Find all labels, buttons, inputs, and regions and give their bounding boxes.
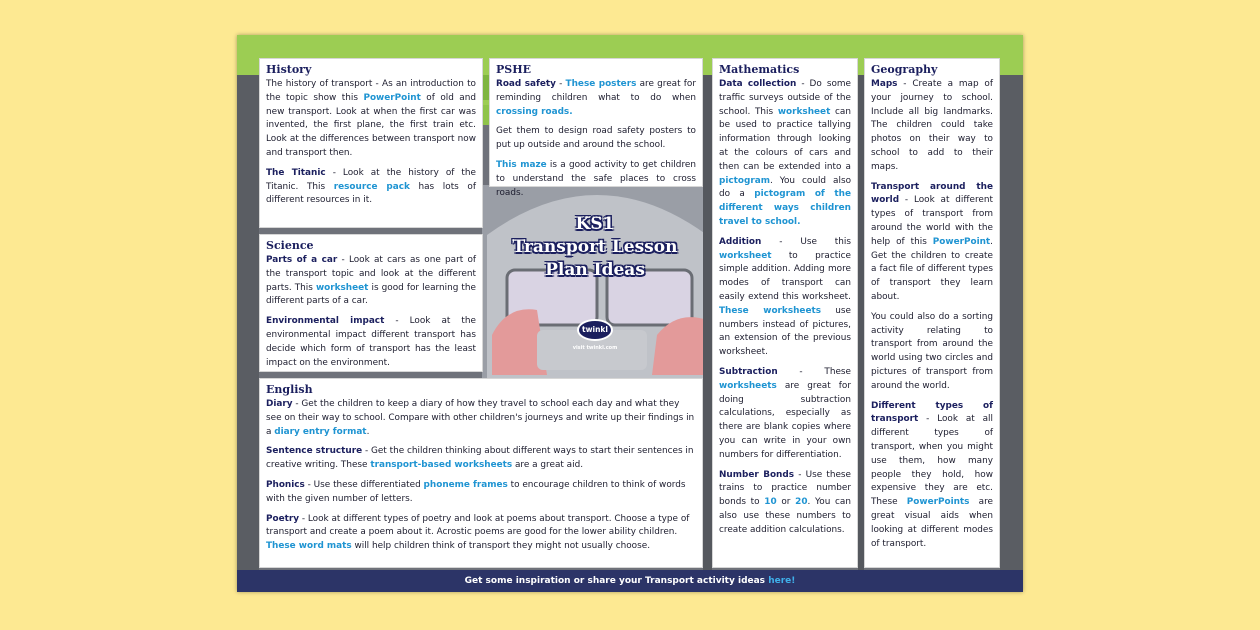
word-mats-link[interactable]: These word mats: [266, 541, 352, 552]
science-heading: Science: [266, 239, 314, 252]
number-bonds-term: Number Bonds: [719, 469, 795, 480]
maps-text: [871, 78, 993, 175]
title-line-1: KS1: [575, 214, 615, 234]
title-line-2: Transport Lesson: [512, 237, 678, 257]
subtraction-text-1: - These: [777, 366, 851, 377]
history-intro-text: [266, 78, 476, 161]
powerpoints-link[interactable]: PowerPoints: [906, 497, 970, 508]
addition-text-2: to practice simple addition. Adding more modes of transport can easily extend this worksheet.: [719, 250, 851, 302]
bonds-20-link[interactable]: 20: [795, 497, 808, 508]
english-panel: [259, 378, 703, 568]
addition-term: Addition: [719, 236, 762, 247]
history-intro-text-1: The history of transport - As an introduction to the topic show this: [266, 79, 476, 103]
road-safety-text: [496, 78, 696, 119]
parts-of-car-text: [266, 254, 476, 309]
environmental-impact-text-1: - Look at the environmental impact different transport has decide which form of transport has the least impact on the environment.: [266, 316, 476, 368]
titanic-text: [266, 167, 476, 208]
science-worksheet-link[interactable]: worksheet: [315, 282, 369, 293]
parts-of-car-term: Parts of a car: [266, 255, 338, 265]
environmental-impact-term: Environmental impact: [266, 316, 385, 327]
diary-text-2: .: [366, 426, 370, 437]
history-panel: [259, 58, 483, 228]
lesson-plan-sheet: [237, 35, 1023, 592]
math-worksheet-link[interactable]: worksheet: [777, 106, 831, 117]
history-powerpoint-link[interactable]: PowerPoint: [363, 92, 421, 103]
number-bonds-text-3: . You can also use these numbers to create addition calculations.: [719, 497, 851, 535]
titanic-text-1: - Look at the history of the Titanic. This: [266, 167, 476, 192]
addition-worksheet-link[interactable]: worksheet: [719, 250, 772, 261]
pictogram-link[interactable]: pictogram: [719, 175, 770, 186]
number-bonds-text-1: - Use these trains to practice number bonds to: [719, 469, 851, 508]
mathematics-heading: Mathematics: [719, 63, 800, 76]
transport-world-text-1: - Look at different types of transport from around the world with the help of this: [871, 195, 993, 247]
history-heading: History: [266, 63, 312, 76]
sentence-structure-term: Sentence structure: [266, 446, 363, 457]
environmental-impact-text: [266, 315, 476, 370]
number-bonds-text: [719, 469, 851, 538]
sorting-activity-text: You could also do a sorting activity relating to transport from around the world using two circles and pictures of transport from around the world.: [871, 311, 993, 391]
diary-text: [266, 398, 696, 439]
pshe-panel: [489, 58, 703, 198]
phonics-term: Phonics: [266, 479, 305, 490]
poetry-text-1: - Look at different types of poetry and look at poems about transport. Choose a type of transport and create a poem about it. Acrostic poems are good for the lower ability children.: [266, 513, 690, 538]
road-safety-term: Road safety: [496, 79, 556, 89]
data-collection-text-1: - Do some traffic surveys outside of the school. This: [719, 79, 851, 117]
different-types-text-1: - Look at all different types of transport, when you might use them, how many people they hold, how expensive they are etc. These: [871, 414, 993, 508]
mathematics-panel: [712, 58, 858, 568]
parts-of-car-text-2: is good for learning the different parts of a car.: [266, 282, 476, 307]
subtraction-text-2: are great for doing subtraction calculations, especially as there are blank copies where you can write in your own numbers for differentiation.: [719, 380, 851, 460]
titanic-term: The Titanic: [266, 167, 326, 178]
subtraction-text: [719, 366, 851, 463]
different-types-term: Different types of transport: [871, 400, 993, 425]
bonds-10-link[interactable]: 10: [764, 497, 777, 508]
transport-world-text: [871, 181, 993, 305]
science-panel: [259, 234, 483, 372]
sentence-structure-text: [266, 445, 696, 473]
history-intro-text-2: of old and new transport. Look at when the first car was invented, the first plane, the first train etc. Look at the differences between transport now and transport then.: [266, 92, 477, 158]
diary-entry-format-link[interactable]: diary entry format: [274, 426, 367, 437]
data-collection-text: [719, 78, 851, 230]
posters-design-text: Get them to design road safety posters to put up outside and around the school.: [496, 126, 696, 151]
maps-text-1: - Create a map of your journey to school. Include all big landmarks. The children could take photos on their way to school to add to their maps.: [871, 79, 993, 172]
footer-here-link[interactable]: here!: [768, 576, 796, 586]
geography-panel: [864, 58, 1000, 568]
geo-powerpoint-link[interactable]: PowerPoint: [932, 236, 991, 247]
footer-text: Get some inspiration or share your Transport activity ideas: [464, 576, 769, 586]
crossing-roads-link[interactable]: crossing roads.: [496, 106, 573, 117]
page-title: [499, 213, 691, 282]
these-posters-link[interactable]: These posters: [565, 79, 637, 89]
maze-text: [496, 159, 696, 200]
these-worksheets-link[interactable]: These worksheets: [719, 305, 821, 316]
phoneme-frames-link[interactable]: phoneme frames: [423, 479, 508, 490]
different-types-text: [871, 400, 993, 552]
twinkl-url: visit twinkl.com: [572, 345, 618, 351]
maze-text-1: is a good activity to get children to understand the safe places to cross roads.: [496, 159, 696, 198]
data-collection-text-2: can be used to practice tallying information through looking at the colours of cars and then can be extended into a: [719, 106, 851, 172]
phonics-text-2: to encourage children to think of words with the given number of letters.: [266, 479, 686, 504]
maps-term: Maps: [871, 79, 898, 89]
titanic-text-2: has lots of different resources in it.: [266, 181, 476, 206]
addition-text-3: use numbers instead of pictures, an extension of the previous worksheet.: [719, 305, 851, 358]
transport-worksheets-link[interactable]: transport-based worksheets: [370, 460, 513, 471]
title-line-3: Plan Ideas: [545, 260, 645, 280]
resource-pack-link[interactable]: resource pack: [333, 181, 410, 192]
addition-text-1: - Use this: [761, 236, 851, 247]
parts-of-car-text-1: - Look at cars as one part of the transport topic and look at the different parts. This: [266, 255, 477, 293]
poetry-text-2: will help children think of transport they might not usually choose.: [351, 541, 651, 552]
this-maze-link[interactable]: This maze: [496, 159, 547, 170]
number-bonds-text-2: or: [776, 497, 796, 508]
data-collection-text-3: . You could also do a: [719, 175, 851, 200]
footer-banner: [237, 570, 1023, 592]
twinkl-logo: twinkl: [577, 319, 613, 341]
diary-term: Diary: [266, 399, 293, 409]
road-safety-text-2: are great for reminding children what to do when: [496, 79, 697, 103]
poetry-text: [266, 513, 696, 554]
english-heading: English: [266, 383, 313, 396]
subtraction-worksheets-link[interactable]: worksheets: [719, 380, 777, 391]
phonics-text-1: - Use these differentiated: [304, 479, 424, 490]
transport-world-term: Transport around the world: [871, 181, 993, 206]
subtraction-term: Subtraction: [719, 366, 778, 377]
poetry-term: Poetry: [266, 513, 300, 524]
different-types-text-2: are great visual aids when looking at different modes of transport.: [871, 497, 993, 549]
transport-world-text-2: . Get the children to create a fact file of different types of transport they learn about.: [871, 236, 993, 302]
sentence-structure-text-1: - Get the children thinking about different ways to start their sentences in creative writing. These: [266, 446, 694, 471]
phonics-text: [266, 479, 696, 507]
pictogram-travel-link[interactable]: pictogram of the different ways children travel to school.: [719, 189, 851, 227]
geography-heading: Geography: [871, 63, 938, 76]
pshe-heading: PSHE: [496, 63, 531, 76]
sentence-structure-text-2: are a great aid.: [512, 460, 584, 471]
diary-text-1: - Get the children to keep a diary of how they travel to school each day and what they see on their way to school. Compare with other children's journeys and write up their findings in a: [266, 399, 695, 437]
road-safety-text-1: -: [555, 79, 566, 89]
addition-text: [719, 236, 851, 360]
data-collection-term: Data collection: [719, 79, 797, 89]
